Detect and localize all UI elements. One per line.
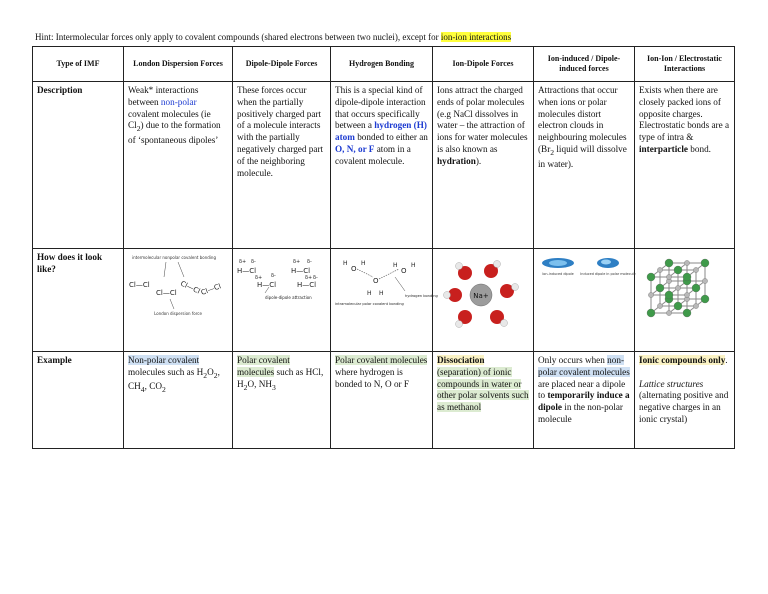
dipole-molecule-2: H—Cl	[257, 281, 277, 289]
lattice-ion	[647, 309, 655, 317]
header-iondipole: Ion-Dipole Forces	[433, 47, 534, 82]
row-label-description: Description	[33, 82, 124, 249]
london-bottom-label: London dispersion force	[154, 311, 202, 316]
diagram-iondipole	[433, 249, 534, 352]
desc-hbond-h-atom: hydrogen (H) atom	[335, 120, 427, 143]
london-top-label: intermolecular nonpolar covalent bonding	[131, 255, 217, 260]
header-ionion: Ion-Ion / Electrostatic Interactions	[635, 47, 735, 82]
dipole-minus-3: δ-	[307, 259, 312, 265]
dipole-minus-2: δ-	[271, 273, 276, 279]
dipole-plus-3: δ+	[293, 259, 301, 265]
ex-dipole-s2: 3	[271, 382, 276, 392]
dipole-caption: dipole-dipole attraction	[265, 295, 312, 300]
lattice-ion	[647, 273, 655, 281]
hbond-right-label: hydrogen bonding	[405, 294, 438, 298]
lattice-ion	[701, 259, 709, 267]
diagram-london	[124, 249, 233, 352]
ion-dipole-diagram	[435, 251, 531, 341]
desc-hbond-onf: O, N, or F	[335, 143, 375, 154]
lattice-ion	[692, 284, 700, 292]
lattice-ion	[674, 266, 682, 274]
desc-iondipole-a: Ions attract the charged ends of polar molecules (e.g NaCl dissolves in water – the attraction of ions for water molecules is also known as	[437, 85, 528, 154]
lattice-ion	[693, 303, 698, 308]
diagram-ionion	[635, 249, 735, 352]
desc-hbond-e: atom in a covalent molecule.	[335, 143, 411, 166]
ex-induced	[534, 352, 635, 449]
lattice-ion	[684, 292, 689, 297]
hint-highlight: ion-ion interactions	[440, 32, 512, 42]
ex-london-s3: 4	[140, 385, 145, 395]
diagram-hbond	[331, 249, 438, 352]
london-molecule-2: Cl—Cl	[156, 289, 177, 297]
hbond-left-label: intramolecular polar covalent bonding	[335, 302, 404, 306]
ex-dipole	[233, 352, 331, 449]
example-row	[33, 352, 735, 449]
hbond-o-1: O	[351, 265, 357, 273]
dipole-molecule-4: H—Cl	[297, 281, 317, 289]
desc-hbond-a: This is a special kind of dipole-dipole interaction that occurs specifically between a	[335, 85, 426, 131]
ex-london-s4: 2	[161, 385, 166, 395]
header-dipole: Dipole-Dipole Forces	[233, 47, 331, 82]
diagram-induced	[534, 249, 635, 352]
ex-hbond-hl: Polar covalent molecules	[335, 355, 428, 365]
ex-ionion-a: (alternating positive and negative charges in an ionic crystal)	[639, 390, 729, 424]
header-row	[33, 47, 735, 82]
hbond-h-5: H	[393, 262, 398, 269]
hydrogen-bonding-diagram	[333, 251, 438, 341]
dipole-molecule-3: H—Cl	[291, 267, 311, 275]
row-label-example: Example	[33, 352, 124, 449]
dipole-molecule-1: H—Cl	[237, 267, 257, 275]
imf-table	[32, 46, 735, 449]
look-row	[33, 249, 735, 352]
desc-induced-b: liquid will dissolve in water).	[538, 143, 627, 169]
header-london: London Dispersion Forces	[124, 47, 233, 82]
lattice-ion	[693, 267, 698, 272]
dipole-minus-1: δ-	[251, 259, 256, 265]
desc-hbond	[331, 82, 433, 249]
dipole-minus-4: δ-	[313, 275, 318, 281]
hbond-h-3: H	[367, 290, 372, 297]
desc-induced	[534, 82, 635, 249]
hint-prefix: Hint: Intermolecular forces only apply to covalent compounds (shared electrons between two nuclei), except for	[35, 32, 441, 42]
ex-london-s1: 2	[203, 370, 208, 380]
hbond-h-1: H	[343, 260, 348, 267]
ex-ionion-ital: Lattice structures	[639, 378, 704, 389]
lattice-ion	[656, 284, 664, 292]
london-molecule-3: Cl—Cl	[179, 279, 202, 296]
ex-london-a: molecules such as H	[128, 366, 204, 377]
ex-hbond	[331, 352, 433, 449]
sodium-label: Na+	[473, 292, 489, 300]
london-molecule-1: Cl—Cl	[129, 281, 150, 289]
hbond-o-3: O	[401, 267, 407, 275]
hint-text	[35, 32, 511, 42]
ionic-lattice-diagram	[637, 251, 731, 341]
desc-ionion	[635, 82, 735, 249]
desc-ionion-a: Exists when there are closely packed ions of opposite charges. Electrostatic bonds are a type of intra &	[639, 85, 730, 143]
desc-ionion-c: bond.	[687, 143, 711, 154]
desc-iondipole	[433, 82, 534, 249]
desc-london-c: covalent molecules (ie Cl	[128, 108, 211, 131]
desc-ionion-interparticle: interparticle	[639, 143, 688, 154]
dipole-plus-1: δ+	[239, 259, 247, 265]
hbond-h-2: H	[361, 260, 366, 267]
desc-iondipole-hydration: hydration	[437, 155, 476, 166]
ex-london-d: , CO	[144, 381, 162, 392]
induced-left-caption: Ion-induced dipole	[542, 272, 574, 276]
ex-london-c: , CH	[128, 366, 220, 392]
ex-induced-bold: temporarily induce a dipole	[538, 390, 630, 413]
induced-right-caption: Induced dipole in polar molecule	[580, 272, 636, 276]
ex-iondipole	[433, 352, 534, 449]
description-row	[33, 82, 735, 249]
london-dispersion-diagram	[126, 251, 230, 341]
hbond-h-4: H	[379, 290, 384, 297]
header-hbond: Hydrogen Bonding	[331, 47, 433, 82]
lattice-ion	[683, 309, 691, 317]
lattice-ion	[675, 285, 680, 290]
desc-london-d: ) due to the formation of ‘spontaneous dipoles’	[128, 120, 221, 146]
dipole-plus-2: δ+	[255, 275, 263, 281]
lattice-ion	[702, 278, 707, 283]
ion-induced-dipole-diagram	[536, 251, 636, 341]
ex-iondipole-bold: Dissociation	[437, 355, 485, 365]
ex-induced-hl: non-polar covalent molecules	[538, 355, 630, 377]
hbond-o-2: O	[373, 277, 379, 285]
desc-london-nonpolar: non-polar	[160, 96, 197, 107]
row-label-look: How does it look like?	[33, 249, 124, 352]
london-molecule-4: Cl—Cl	[199, 282, 223, 297]
lattice-ion	[648, 292, 653, 297]
desc-london-sub: 2	[136, 124, 141, 134]
lattice-ion	[674, 302, 682, 310]
lattice-ion	[683, 273, 691, 281]
ex-ionion-bold: Ionic compounds only	[639, 355, 726, 365]
lattice-ion	[701, 295, 709, 303]
desc-london-a: Weak* interactions between	[128, 85, 199, 107]
lattice-ion	[657, 303, 662, 308]
desc-dipole: These forces occur when the partially positively charged part of a molecule interacts with the partially negatively charged part of the neighboring molecule.	[233, 82, 331, 249]
hbond-h-6: H	[411, 262, 416, 269]
header-induced: Ion-induced / Dipole-induced forces	[534, 47, 635, 82]
ex-hbond-a: where hydrogen is bonded to N, O or F	[335, 366, 410, 389]
diagram-dipole	[233, 249, 331, 352]
ex-london	[124, 352, 233, 449]
ex-london-b: O	[207, 366, 214, 377]
lattice-ion	[657, 267, 662, 272]
ex-london-hl: Non-polar covalent	[128, 355, 200, 365]
dipole-dipole-diagram	[235, 251, 327, 341]
ex-induced-c: in the non-polar molecule	[538, 402, 623, 424]
ex-london-s2: 2	[213, 370, 218, 380]
ex-dipole-b: O, NH	[247, 378, 272, 389]
ex-induced-a: Only occurs when	[538, 355, 608, 365]
ex-induced-b: are placed near a dipole to	[538, 378, 626, 401]
lattice-ion	[666, 274, 671, 279]
dipole-plus-4: δ+	[305, 275, 313, 281]
ex-dipole-s1: 2	[243, 382, 248, 392]
ex-dipole-hl: Polar covalent molecules	[237, 355, 290, 377]
ex-ionion	[635, 352, 735, 449]
header-type: Type of IMF	[33, 47, 124, 82]
ex-iondipole-a: (separation) of ionic compounds in water or other polar solvents such as methanol	[437, 366, 529, 413]
ex-ionion-dot: .	[725, 355, 728, 365]
desc-london	[124, 82, 233, 249]
lattice-ion	[666, 310, 671, 315]
lattice-ion	[684, 260, 689, 265]
lattice-ion	[665, 291, 673, 299]
ex-dipole-a: such as HCl, H	[237, 366, 324, 389]
desc-induced-sub: 2	[550, 147, 555, 157]
desc-iondipole-c: ).	[475, 155, 482, 166]
desc-induced-a: Attractions that occur when ions or polar molecules distort electron clouds in neighbouring molecules (Br	[538, 85, 627, 154]
lattice-ion	[665, 259, 673, 267]
desc-hbond-c: bonded to either an	[354, 132, 428, 143]
